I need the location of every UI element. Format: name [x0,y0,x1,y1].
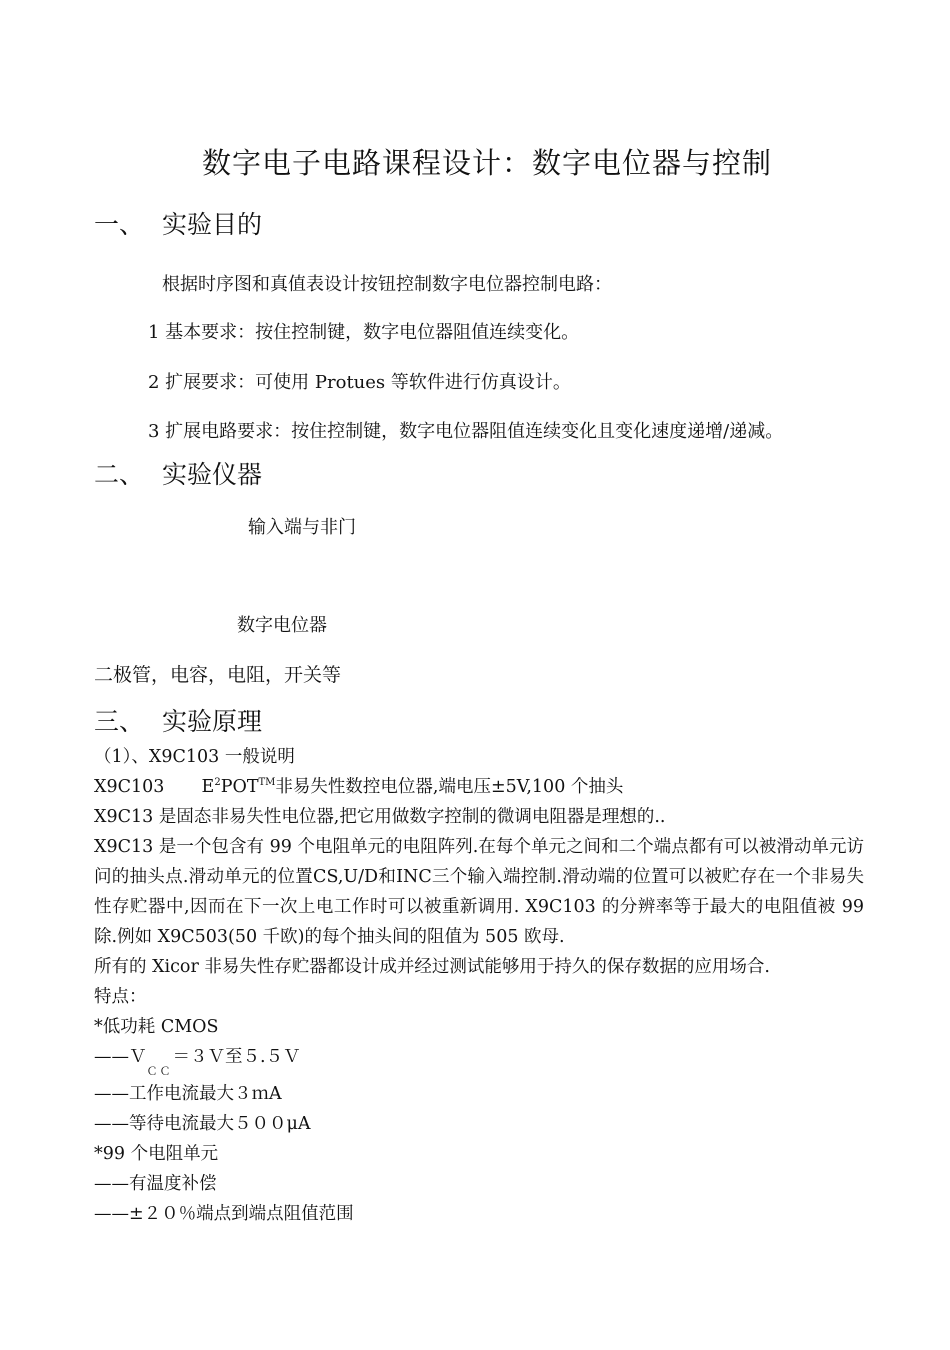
instrument-nand-gate: 输入端与非门 [248,517,356,538]
section-title: 实验原理 [162,707,263,736]
requirement-extended-circuit: 3 扩展电路要求：按住控制键，数字电位器阻值连续变化且变化速度递增/递减。 [148,421,784,442]
principle-body [94,742,864,1229]
section-number: 三、 [94,707,145,736]
section-number: 二、 [94,460,145,489]
feature-subitem [94,1042,864,1079]
feature-subitem: ——±２０％端点到端点阻值范围 [94,1203,354,1224]
feature-subitem: ——有温度补偿 [94,1173,217,1194]
requirement-extended: 2 扩展要求：可使用 Protues 等软件进行仿真设计。 [148,372,571,393]
pot-label: POT [220,777,259,797]
vcc-label: ——Ｖ [94,1047,147,1067]
feature-item: *低功耗 CMOS [94,1017,219,1037]
e2-superscript: 2 [214,777,221,789]
objective-intro: 根据时序图和真值表设计按钮控制数字电位器控制电路： [162,274,612,295]
subsection-title: （1）、X9C103 一般说明 [94,747,295,767]
part-number: X9C103 [94,777,165,797]
section-heading-3 [94,702,262,738]
part-line [94,772,864,802]
page-title: 数字电子电路课程设计：数字电位器与控制 [202,146,773,180]
instrument-digital-pot: 数字电位器 [237,615,327,636]
section-title: 实验仪器 [162,460,263,489]
paragraph: X9C13 是固态非易失性电位器,把它用做数字控制的微调电阻器是理想的.. [94,807,666,827]
feature-subitem: ——等待电流最大５００μA [94,1113,311,1134]
vcc-subscript: ＣＣ [146,1064,173,1078]
paragraph: X9C13 是一个包含有 99 个电阻单元的电阻阵列.在每个单元之间和二个端点都有可以被滑动单元访问的抽头点.滑动单元的位置CS,U/D和INC三个输入端控制.滑动端的位置可以被贮存在一个非易失性存贮器中,因而在下一次上电工作时可以被重新调用. X9C103 的分辨率等于最大的电阻值被 99 除.例如 X9C503(50 千欧)的每个抽头间的阻值为 505 欧母. [94,837,864,947]
paragraph: 所有的 Xicor 非易失性存贮器都设计成并经过测试能够用于持久的保存数据的应用场合. [94,957,770,977]
section-number: 一、 [94,210,145,239]
section-heading-1 [94,205,262,241]
section-heading-2 [94,455,262,491]
feature-subitem: ——工作电流最大３ｍA [94,1083,282,1104]
section-title: 实验目的 [162,210,263,239]
feature-item: *99 个电阻单元 [94,1143,219,1164]
instrument-misc: 二极管，电容，电阻，开关等 [94,664,342,686]
features-label: 特点： [94,987,147,1007]
requirement-basic: 1 基本要求：按住控制键，数字电位器阻值连续变化。 [148,322,580,343]
vcc-range: ＝３Ｖ至５.５Ｖ [172,1047,301,1067]
part-description: 非易失性数控电位器,端电压±5V,100 个抽头 [275,777,624,797]
e2-label: E [201,777,215,797]
trademark-mark: TM [258,777,276,789]
